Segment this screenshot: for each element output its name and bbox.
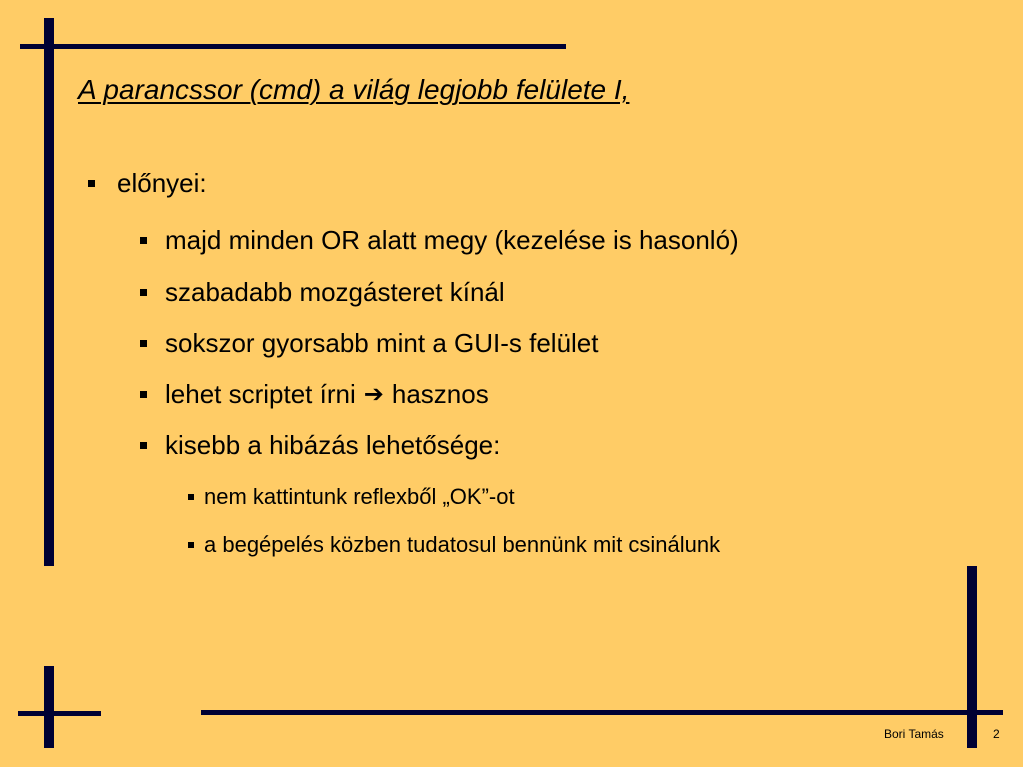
list-item-label: sokszor gyorsabb mint a GUI-s felület <box>165 328 599 358</box>
footer-author: Bori Tamás <box>884 727 944 741</box>
list-item <box>188 484 515 510</box>
list-item-label: szabadabb mozgásteret kínál <box>165 277 505 307</box>
list-item <box>188 532 720 558</box>
slide-title: A parancssor (cmd) a világ legjobb felülete I, <box>78 74 630 105</box>
frame-bottom-horizontal-line <box>201 710 1003 715</box>
list-item <box>140 379 489 410</box>
frame-bottom-left-vertical-line <box>44 666 54 748</box>
square-bullet-icon <box>140 289 147 296</box>
list-item-label-before: lehet scriptet írni <box>165 379 356 409</box>
list-item-label: majd minden OR alatt megy (kezelése is hasonló) <box>165 225 739 255</box>
square-bullet-icon <box>140 391 147 398</box>
list-item-label: a begépelés közben tudatosul bennünk mit csinálunk <box>204 532 721 557</box>
square-bullet-icon <box>188 494 194 500</box>
list-item-label: előnyei: <box>117 168 207 198</box>
square-bullet-icon <box>188 542 194 548</box>
frame-top-horizontal-line <box>20 44 566 49</box>
list-item-label: kisebb a hibázás lehetősége: <box>165 430 501 460</box>
list-item <box>140 328 599 359</box>
frame-right-vertical-line <box>967 566 977 748</box>
footer-page-number: 2 <box>993 727 1000 741</box>
right-arrow-icon: ➔ <box>363 381 384 408</box>
list-item-label-after: hasznos <box>391 379 489 409</box>
square-bullet-icon <box>140 237 147 244</box>
list-item-label: nem kattintunk reflexből „OK”-ot <box>204 484 515 509</box>
list-item <box>140 430 500 461</box>
list-item-advantages <box>88 168 207 199</box>
frame-bottom-left-horizontal-line <box>18 711 101 716</box>
square-bullet-icon <box>88 180 95 187</box>
list-item <box>140 225 739 256</box>
square-bullet-icon <box>140 442 147 449</box>
frame-left-vertical-line <box>44 18 54 566</box>
list-item <box>140 277 505 308</box>
square-bullet-icon <box>140 340 147 347</box>
